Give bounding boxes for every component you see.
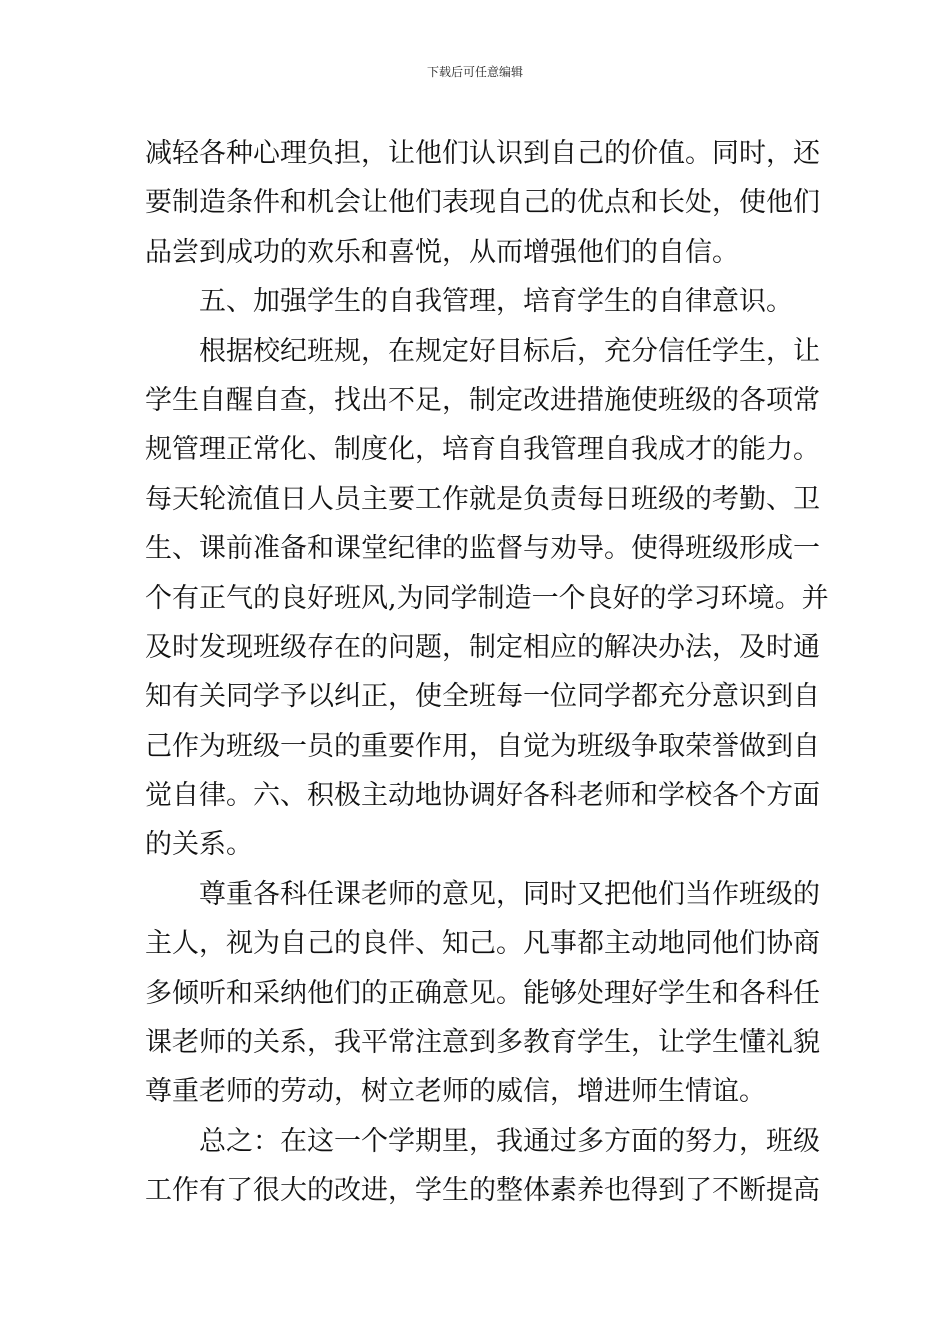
text-line: 课老师的关系，我平常注意到多教育学生，让学生懂礼貌 [145,1027,820,1059]
text-line: 知有关同学予以纠正，使全班每一位同学都充分意识到自 [145,681,820,713]
text-line: 觉自律。六、积极主动地协调好各科老师和学校各个方面 [145,780,820,812]
text-line: 尊重老师的劳动，树立老师的威信，增进师生情谊。 [145,1076,766,1108]
section-heading: 五、加强学生的自我管理，培育学生的自律意识。 [199,286,793,318]
text-line: 根据校纪班规，在规定好目标后，充分信任学生，让 [199,335,820,367]
text-line: 总之：在这一个学期里，我通过多方面的努力，班级 [199,1125,820,1157]
text-line: 每天轮流值日人员主要工作就是负责每日班级的考勤、卫 [145,483,820,515]
text-line: 规管理正常化、制度化，培育自我管理自我成才的能力。 [145,434,820,466]
text-line: 己作为班级一员的重要作用，自觉为班级争取荣誉做到自 [145,730,820,762]
text-line: 生、课前准备和课堂纪律的监督与劝导。使得班级形成一 [145,533,820,565]
text-line: 要制造条件和机会让他们表现自己的优点和长处，使他们 [145,187,820,219]
text-line: 品尝到成功的欢乐和喜悦，从而增强他们的自信。 [145,236,739,268]
text-line: 多倾听和采纳他们的正确意见。能够处理好学生和各科任 [145,977,820,1009]
document-body [145,129,829,1216]
text-line: 工作有了很大的改进，学生的整体素养也得到了不断提高 [145,1175,820,1207]
text-line: 学生自醒自查，找出不足，制定改进措施使班级的各项常 [145,384,820,416]
page-header: 下载后可任意编辑 [426,65,523,79]
text-line: 减轻各种心理负担，让他们认识到自己的价值。同时，还 [145,138,820,169]
text-line: 及时发现班级存在的问题，制定相应的解决办法，及时通 [145,631,820,663]
text-line: 个有正气的良好班风,为同学制造一个良好的学习环境。并 [145,582,829,614]
text-line: 尊重各科任课老师的意见，同时又把他们当作班级的 [199,878,820,910]
text-line: 的关系。 [145,829,253,861]
text-line: 主人，视为自己的良伴、知己。凡事都主动地同他们协商 [145,928,820,960]
